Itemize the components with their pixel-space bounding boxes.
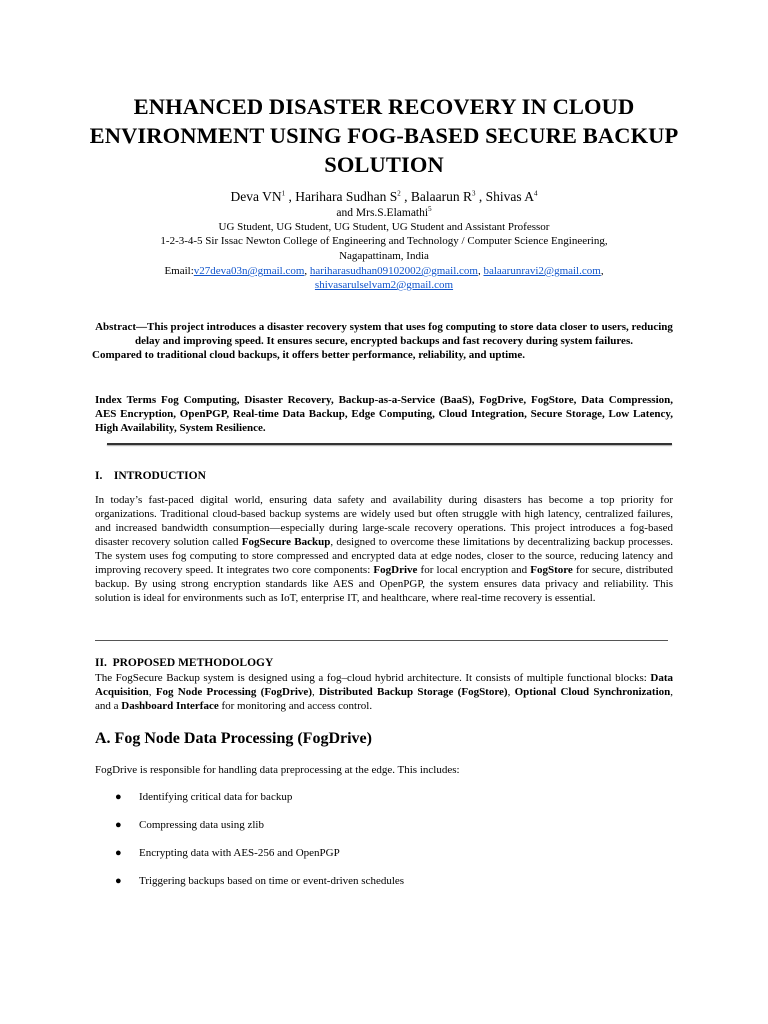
method-sep-1: , xyxy=(148,686,156,698)
author-list xyxy=(60,188,708,205)
author-5-sup: 5 xyxy=(428,205,432,214)
method-bold-2: Fog Node Processing (FogDrive) xyxy=(155,686,312,698)
author-1-sup: 1 xyxy=(281,189,286,198)
section-1-heading xyxy=(95,469,206,483)
author-2-sup: 2 xyxy=(397,189,401,198)
abstract-text-2: Compared to traditional cloud backups, it offers better performance, reliability, and uptime. xyxy=(92,349,525,361)
bullet-icon: ● xyxy=(115,875,122,887)
affiliation-roles: UG Student, UG Student, UG Student, UG Student and Assistant Professor xyxy=(218,221,550,233)
method-bold-1: Data Acquisition xyxy=(95,672,673,698)
section-2-heading xyxy=(95,656,273,670)
abstract-text: Abstract—This project introduces a disaster recovery system that uses fog computing to store data closer to users, reducing delay and improving speed. It ensures secure, encrypted backups and fast recovery during system failures. xyxy=(95,321,673,347)
intro-paragraph xyxy=(95,493,673,605)
bullet-icon: ● xyxy=(115,819,122,831)
author-5: and Mrs.S.Elamathi xyxy=(336,207,429,219)
section-2-title: PROPOSED METHODOLOGY xyxy=(112,657,274,669)
intro-text-3: for local encryption and xyxy=(417,564,531,576)
intro-text-1: In today’s fast-paced digital world, ensuring data safety and availability during disasters has become a top priority for organizations. Traditional cloud-based backup systems are widely used but often struggle with high latency, centralized failures, and increased bandwidth consumption—especially during large-scale recovery operations. This project introduces a fog-based disaster recovery solution called xyxy=(95,494,673,548)
subsection-a-intro: FogDrive is responsible for handling data preprocessing at the edge. This includes: xyxy=(95,764,460,776)
affiliation-institution: 1-2-3-4-5 Sir Issac Newton College of Engineering and Technology / Computer Science Engineering, xyxy=(160,235,608,247)
method-sep-3: , xyxy=(507,686,515,698)
method-sep-2: , xyxy=(311,686,319,698)
list-item-text: Triggering backups based on time or event-driven schedules xyxy=(139,875,405,887)
author-2: , Harihara Sudhan S xyxy=(285,189,398,204)
subsection-a-heading: A. Fog Node Data Processing (FogDrive) xyxy=(95,730,372,747)
divider-middle xyxy=(95,640,668,641)
index-terms: Index Terms Fog Computing, Disaster Recovery, Backup-as-a-Service (BaaS), FogDrive, FogStore, Data Compression, AES Encryption, OpenPGP, Real-time Data Backup, Edge Computing, Cloud Integration, Secure Storage, Low Latency, High Availability, System Resilience. xyxy=(95,394,673,434)
abstract xyxy=(92,320,676,362)
email-link-2[interactable]: hariharasudhan09102002@gmail.com xyxy=(309,265,478,277)
list-item xyxy=(95,874,673,902)
method-bold-5: Dashboard Interface xyxy=(121,700,219,712)
method-text-2: for monitoring and access control. xyxy=(218,700,373,712)
list-item xyxy=(95,818,673,846)
author-4-sup: 4 xyxy=(533,189,538,198)
affiliation-location: Nagapattinam, India xyxy=(339,250,429,262)
method-sep-4: , and a xyxy=(95,686,673,712)
section-1-title: INTRODUCTION xyxy=(113,470,206,482)
author-4: , Shivas A xyxy=(475,189,534,204)
section-2-number: II. xyxy=(95,657,107,669)
list-item xyxy=(95,846,673,874)
author-3-sup: 3 xyxy=(471,189,476,198)
bullet-icon: ● xyxy=(115,847,122,859)
method-bold-4: Optional Cloud Synchronization xyxy=(514,686,671,698)
section-1-number: I. xyxy=(95,470,103,482)
fogdrive-task-list xyxy=(95,790,673,902)
email-link-1[interactable]: v27deva03n@gmail.com xyxy=(193,265,305,277)
affiliation-emails: Email:v27deva03n@gmail.com, hariharasudhan09102002@gmail.com, balaarunravi2@gmail.com, xyxy=(164,265,604,277)
intro-bold-fogdrive: FogDrive xyxy=(373,564,418,576)
intro-bold-fogstore: FogStore xyxy=(530,564,573,576)
email-label: Email: xyxy=(164,265,194,277)
author-3: , Balaarun R xyxy=(400,189,472,204)
intro-bold-fogsecure: FogSecure Backup xyxy=(241,536,331,548)
list-item-text: Encrypting data with AES-256 and OpenPGP xyxy=(139,847,340,859)
list-item-text: Compressing data using zlib xyxy=(139,819,264,831)
methodology-paragraph xyxy=(95,671,673,713)
method-text-1: The FogSecure Backup system is designed using a fog–cloud hybrid architecture. It consists of multiple functional blocks: xyxy=(95,672,651,684)
divider-top xyxy=(107,443,672,445)
paper-title: ENHANCED DISASTER RECOVERY IN CLOUD ENVIRONMENT USING FOG-BASED SECURE BACKUP SOLUTION xyxy=(89,94,679,177)
bullet-icon: ● xyxy=(115,791,122,803)
list-item-text: Identifying critical data for backup xyxy=(139,791,293,803)
method-bold-3: Distributed Backup Storage (FogStore) xyxy=(319,686,508,698)
email-link-4[interactable]: shivasarulselvam2@gmail.com xyxy=(314,279,454,291)
author-1: Deva VN xyxy=(230,189,282,204)
intro-text-2: , designed to overcome these limitations by decentralizing backup processes. The system uses fog computing to store compressed and encrypted data at edge nodes, closer to the source, reducing latency and improving recovery speed. It integrates two core components: xyxy=(95,536,673,576)
author-list-line2 xyxy=(60,206,708,220)
intro-text-4: for secure, distributed backup. By using strong encryption standards like AES and OpenPGP, the system ensures data privacy and reliability. This solution is ideal for environments such as IoT, enterprise IT, and healthcare, where real-time recovery is essential. xyxy=(95,564,673,604)
affiliation-emails-line2 xyxy=(100,278,668,293)
email-link-3[interactable]: balaarunravi2@gmail.com xyxy=(483,265,601,277)
list-item xyxy=(95,790,673,818)
